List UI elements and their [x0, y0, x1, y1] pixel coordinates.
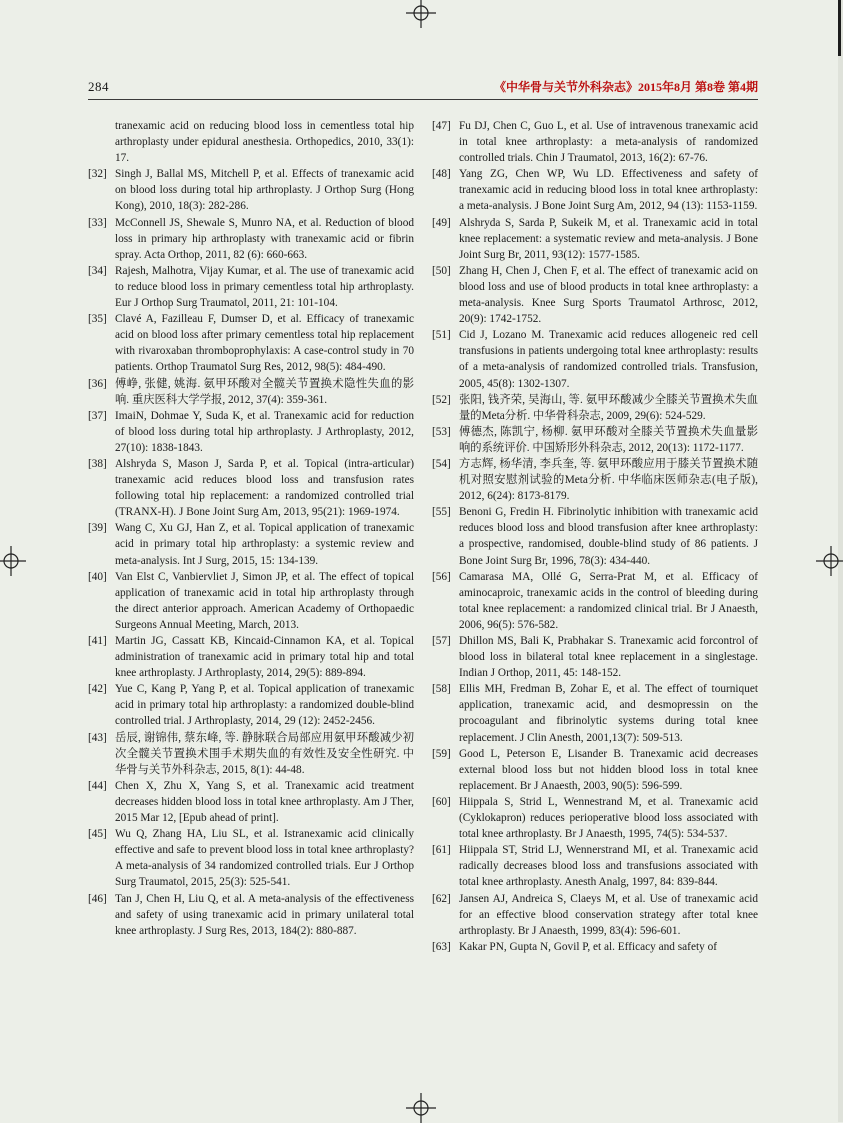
registration-mark-right — [816, 546, 843, 576]
page-number: 284 — [88, 79, 109, 94]
reference-item — [88, 408, 414, 456]
reference-item — [88, 215, 414, 263]
reference-item — [88, 569, 414, 633]
reference-item — [432, 118, 758, 166]
reference-text: Good L, Peterson E, Lisander B. Tranexamic acid decreases external blood loss but not hidden blood loss in total knee replacement. Br J Anaesth, 2003, 90(5): 596-599. — [459, 747, 758, 792]
reference-text: Zhang H, Chen J, Chen F, et al. The effect of tranexamic acid on blood loss and use of blood products in total knee arthroplasty: a meta-analysis. Knee Surg Sports Traumatol Arthrosc, 2012, 20(9): 1742-1752. — [459, 264, 758, 326]
reference-number: [40] — [88, 570, 107, 583]
reference-item — [88, 166, 414, 214]
reference-number: [45] — [88, 828, 107, 841]
reference-number: [32] — [88, 168, 107, 181]
reference-text: Martin JG, Cassatt KB, Kincaid-Cinnamon KA, et al. Topical administration of tranexamic acid in primary total hip and total knee arthroplasty. J Arthroplasty, 2014, 29(5): 889-894. — [115, 635, 414, 680]
reference-number: [33] — [88, 216, 107, 229]
reference-item — [432, 263, 758, 327]
reference-number: [53] — [432, 425, 451, 438]
reference-number: [43] — [88, 731, 107, 744]
reference-item — [432, 424, 758, 456]
reference-text: Cid J, Lozano M. Tranexamic acid reduces allogeneic red cell transfusions in patients undergoing total knee arthroplasty: results of a meta-analysis of randomized controlled trials. Transfusion, 2005, 45(8): 1302-1307. — [459, 329, 758, 390]
reference-item — [432, 939, 758, 955]
reference-number: [37] — [88, 409, 107, 422]
reference-item — [88, 891, 414, 939]
reference-number: [34] — [88, 264, 107, 277]
reference-number: [51] — [432, 329, 451, 342]
reference-item — [432, 392, 758, 424]
reference-number: [56] — [432, 570, 451, 583]
reference-text: 张阳, 钱齐荣, 吴海山, 等. 氨甲环酸减少全膝关节置换术失血量的Meta分析. 中华骨科杂志, 2009, 29(6): 524-529. — [459, 393, 758, 422]
reference-text: Kakar PN, Gupta N, Govil P, et al. Efficacy and safety of — [459, 940, 717, 953]
reference-item — [432, 794, 758, 842]
reference-item — [88, 520, 414, 568]
reference-number: [55] — [432, 506, 451, 519]
reference-number: [46] — [88, 892, 107, 905]
reference-item — [432, 891, 758, 939]
journal-page — [88, 78, 758, 955]
reference-number: [42] — [88, 683, 107, 696]
reference-number: [57] — [432, 635, 451, 647]
registration-mark-bottom — [406, 1093, 436, 1123]
reference-item — [432, 215, 758, 263]
reference-number: [61] — [432, 844, 451, 857]
reference-number: [60] — [432, 795, 451, 808]
reference-text: Yang ZG, Chen WP, Wu LD. Effectiveness and safety of tranexamic acid in reducing blood loss in total knee arthroplasty: a meta-analysis. J Bone Joint Surg Am, 2012, 94 (13): 1153-1159. — [459, 168, 758, 213]
reference-text: Ellis MH, Fredman B, Zohar E, et al. The effect of tourniquet application, tranexamic acid, and desmopressin on the procoagulant and fibrinolytic systems during total knee replacement. J Clin Anesth, 2001,13(7): 509-513. — [459, 683, 758, 744]
reference-item — [88, 376, 414, 408]
reference-number: [50] — [432, 264, 451, 277]
reference-item — [88, 456, 414, 520]
reference-item — [432, 842, 758, 890]
reference-item — [88, 311, 414, 375]
reference-number: [62] — [432, 892, 451, 905]
references-right-column — [432, 118, 758, 955]
reference-text: 傅峥, 张健, 姚海. 氨甲环酸对全髋关节置换术隐性失血的影响. 重庆医科大学学报, 2012, 37(4): 359-361. — [115, 377, 414, 406]
reference-text: Fu DJ, Chen C, Guo L, et al. Use of intravenous tranexamic acid in total knee arthroplasty: a meta-analysis of randomized controlled trials. Chin J Traumatol, 2013, 16(2): 67-76. — [459, 120, 758, 165]
reference-text: Chen X, Zhu X, Yang S, et al. Tranexamic acid treatment decreases hidden blood loss in total knee arthroplasty. Am J Ther, 2015 Mar 12, [Epub ahead of print]. — [115, 779, 414, 825]
reference-text: Yue C, Kang P, Yang P, et al. Topical application of tranexamic acid in primary total hip arthroplasty: a randomized double-blind controlled trial. J Arthroplasty, 2014, 29 (12): 2452-2456. — [115, 683, 414, 728]
reference-text: Dhillon MS, Bali K, Prabhakar S. Tranexamic acid forcontrol of blood loss in bilateral total knee replacement in a singlestage. Indian J Orthop, 2011, 45: 148-152. — [459, 635, 758, 680]
reference-item — [432, 633, 758, 681]
reference-text: McConnell JS, Shewale S, Munro NA, et al. Reduction of blood loss in primary hip arthroplasty with tranexamic acid or fibrin spray. Acta Orthop, 2011, 82 (6): 660-663. — [115, 216, 414, 261]
reference-columns — [88, 118, 758, 955]
reference-number: [48] — [432, 168, 451, 181]
reference-item — [88, 118, 414, 166]
reference-number: [54] — [432, 457, 451, 470]
reference-text: tranexamic acid on reducing blood loss in cementless total hip arthroplasty under epidural anesthesia. Orthopedics, 2010, 33(1): 17. — [115, 120, 414, 165]
reference-number: [63] — [432, 940, 451, 953]
trim-mark-right-edge — [838, 0, 841, 56]
reference-item — [432, 166, 758, 214]
reference-text: Wu Q, Zhang HA, Liu SL, et al. Istranexamic acid clinically effective and safe to prevent blood loss in total knee arthroplasty? A meta-analysis of 34 randomized controlled trials. Eur J Orthop Surg Traumatol, 2015, 25(3): 525-541. — [115, 828, 414, 889]
reference-text: Van Elst C, Vanbiervliet J, Simon JP, et al. The effect of topical application of tranexamic acid in total hip arthroplasty through the direct anterior approach. American Academy of Orthopaedic Surgeons Annual Meeting, March, 2013. — [115, 570, 414, 631]
reference-number: [44] — [88, 779, 107, 792]
reference-item — [88, 778, 414, 826]
reference-item — [432, 327, 758, 391]
journal-issue-header: 《中华骨与关节外科杂志》2015年8月 第8卷 第4期 — [493, 80, 758, 94]
reference-text: Wang C, Xu GJ, Han Z, et al. Topical application of tranexamic acid in primary total hip arthroplasty: a systemic review and meta-analysis. Int J Surg, 2015, 15: 134-139. — [115, 522, 414, 567]
reference-number: [36] — [88, 377, 107, 390]
reference-text: Hiippala S, Strid L, Wennestrand M, et al. Tranexamic acid (Cyklokapron) reduces perioperative blood loss associated with total knee arthroplasty. Br J Anaesth, 1995, 74(5): 534-537. — [459, 795, 758, 841]
references-left-column — [88, 118, 414, 955]
reference-text: Clavé A, Fazilleau F, Dumser D, et al. Efficacy of tranexamic acid on blood loss after primary cementless total hip replacement with rivaroxaban thromboprophylaxis: A case-control study in 70 patients. Orthop Traumatol Surg Res, 2012, 98(5): 484-490. — [115, 313, 414, 374]
reference-text: Hiippala ST, Strid LJ, Wennerstrand MI, et al. Tranexamic acid radically decreases blood loss and transfusions associated with total knee arthroplasty. Anesth Analg, 1997, 84: 839-844. — [459, 844, 758, 889]
reference-number: [38] — [88, 457, 107, 470]
reference-item — [88, 633, 414, 681]
reference-item — [432, 504, 758, 568]
reference-text: Rajesh, Malhotra, Vijay Kumar, et al. The use of tranexamic acid to reduce blood loss in primary cementless total hip arthroplasty. Eur J Orthop Surg Traumatol, 2011, 21: 101-104. — [115, 264, 414, 310]
reference-text: Tan J, Chen H, Liu Q, et al. A meta-analysis of the effectiveness and safety of using tranexamic acid in primary unilateral total knee arthroplasty. J Surg Res, 2013, 184(2): 880-887. — [115, 892, 414, 937]
reference-number: [59] — [432, 747, 451, 760]
reference-text: Jansen AJ, Andreica S, Claeys M, et al. Use of tranexamic acid for an effective blood conservation strategy after total knee arthroplasty. Br J Anaesth, 1999, 83(4): 596-601. — [459, 892, 758, 937]
reference-text: 方志辉, 杨华清, 李兵奎, 等. 氨甲环酸应用于膝关节置换术随机对照安慰剂试验的Meta分析. 中华临床医师杂志(电子版), 2012, 6(24): 8173-8179. — [459, 457, 758, 503]
reference-item — [432, 569, 758, 633]
reference-number: [35] — [88, 313, 107, 326]
reference-item — [432, 681, 758, 745]
reference-text: ImaiN, Dohmae Y, Suda K, et al. Tranexamic acid for reduction of blood loss during total hip arthroplasty. J Arthroplasty, 2012, 27(10): 1838-1843. — [115, 409, 414, 454]
reference-text: Alshryda S, Sarda P, Sukeik M, et al. Tranexamic acid in total knee replacement: a systematic review and meta-analysis. J Bone Joint Surg Br, 2011, 93(12): 1577-1585. — [459, 216, 758, 261]
reference-item — [88, 826, 414, 890]
reference-text: 岳辰, 谢锦伟, 蔡东峰, 等. 静脉联合局部应用氨甲环酸减少初次全髋关节置换术围手术期失血的有效性及安全性研究. 中华骨与关节外科杂志, 2015, 8(1): 44-48. — [115, 731, 414, 776]
registration-mark-left — [0, 546, 26, 576]
reference-text: 傅德杰, 陈凯宁, 杨柳. 氨甲环酸对全膝关节置换术失血量影响的系统评价. 中国矫形外科杂志, 2012, 20(13): 1172-1177. — [459, 425, 758, 454]
reference-item — [88, 263, 414, 311]
reference-text: Camarasa MA, Ollé G, Serra-Prat M, et al. Efficacy of aminocaproic, tranexamic acids in the control of bleeding during total knee replacement: a randomized clinical trial. Br J Anaesth, 2006, 96(5): 576-582. — [459, 570, 758, 631]
page-header — [88, 78, 758, 100]
reference-text: Benoni G, Fredin H. Fibrinolytic inhibition with tranexamic acid reduces blood loss and blood transfusion after knee arthroplasty: a prospective, randomised, double-blind study of 86 patients. J Bone Joint Surg Br, 1996, 78(3): 434-440. — [459, 506, 758, 567]
reference-number: [39] — [88, 522, 107, 535]
reference-item — [88, 730, 414, 778]
reference-item — [88, 681, 414, 729]
reference-number: [47] — [432, 120, 451, 132]
reference-text: Singh J, Ballal MS, Mitchell P, et al. Effects of tranexamic acid on blood loss during total hip arthroplasty. J Orthop Surg (Hong Kong), 2010, 18(3): 282-286. — [115, 168, 414, 213]
reference-number: [52] — [432, 393, 451, 406]
reference-number: [49] — [432, 216, 451, 229]
reference-item — [432, 746, 758, 794]
reference-number: [41] — [88, 635, 107, 647]
reference-number: [58] — [432, 683, 451, 696]
reference-item — [432, 456, 758, 504]
reference-text: Alshryda S, Mason J, Sarda P, et al. Topical (intra-articular) tranexamic acid reduces blood loss and transfusion rates following total hip replacement: a randomized controlled trial (TRANX-H). J Bone Joint Surg Am, 2013, 95(21): 1969-1974. — [115, 457, 414, 519]
registration-mark-top — [406, 0, 436, 28]
